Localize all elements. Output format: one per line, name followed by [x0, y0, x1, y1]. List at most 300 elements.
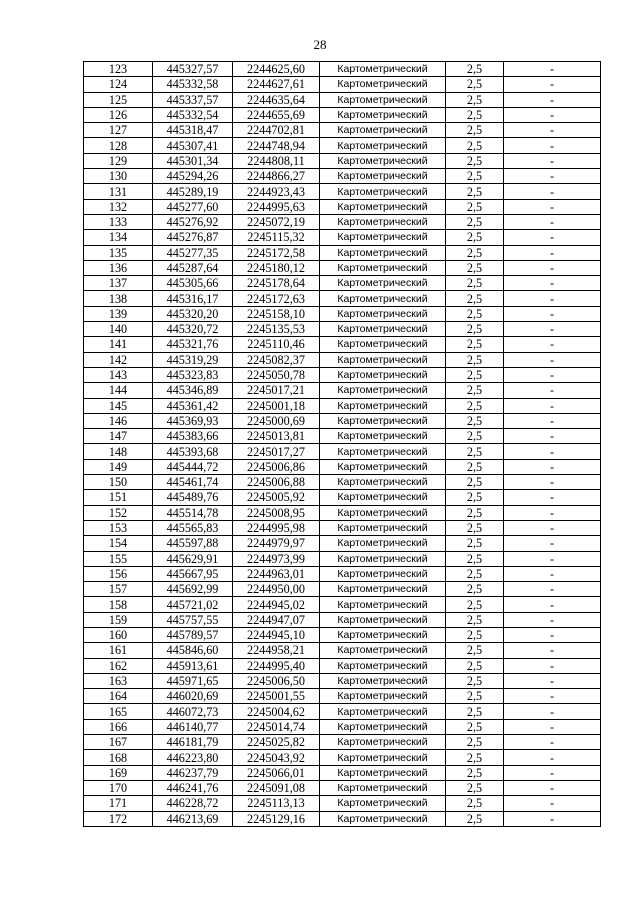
table-row	[84, 383, 601, 398]
x-coordinate-cell: 446237,79	[153, 765, 233, 780]
x-coordinate-cell: 445393,68	[153, 444, 233, 459]
method-cell: Картометрический	[320, 704, 446, 719]
point-number-cell: 123	[84, 62, 153, 77]
y-coordinate-cell: 2245135,53	[233, 322, 320, 337]
y-coordinate-cell: 2245001,55	[233, 689, 320, 704]
y-coordinate-cell: 2245013,81	[233, 429, 320, 444]
point-number-cell: 133	[84, 214, 153, 229]
y-coordinate-cell: 2244945,02	[233, 597, 320, 612]
method-cell: Картометрический	[320, 413, 446, 428]
x-coordinate-cell: 445629,91	[153, 551, 233, 566]
point-number-cell: 166	[84, 719, 153, 734]
table-row	[84, 475, 601, 490]
table-row	[84, 505, 601, 520]
note-cell: -	[504, 199, 601, 214]
y-coordinate-cell: 2244950,00	[233, 582, 320, 597]
table-row	[84, 429, 601, 444]
page-number: 28	[313, 37, 327, 52]
note-cell: -	[504, 337, 601, 352]
method-cell: Картометрический	[320, 230, 446, 245]
x-coordinate-cell: 445276,92	[153, 214, 233, 229]
point-number-cell: 143	[84, 367, 153, 382]
y-coordinate-cell: 2244702,81	[233, 123, 320, 138]
note-cell: -	[504, 429, 601, 444]
method-cell: Картометрический	[320, 612, 446, 627]
note-cell: -	[504, 811, 601, 826]
y-coordinate-cell: 2245129,16	[233, 811, 320, 826]
x-coordinate-cell: 445597,88	[153, 536, 233, 551]
y-coordinate-cell: 2245172,63	[233, 291, 320, 306]
table-row	[84, 520, 601, 535]
accuracy-cell: 2,5	[446, 627, 504, 642]
x-coordinate-cell: 445565,83	[153, 520, 233, 535]
method-cell: Картометрический	[320, 276, 446, 291]
accuracy-cell: 2,5	[446, 352, 504, 367]
note-cell: -	[504, 322, 601, 337]
accuracy-cell: 2,5	[446, 444, 504, 459]
point-number-cell: 130	[84, 169, 153, 184]
y-coordinate-cell: 2245110,46	[233, 337, 320, 352]
x-coordinate-cell: 445320,72	[153, 322, 233, 337]
table-row	[84, 658, 601, 673]
y-coordinate-cell: 2245001,18	[233, 398, 320, 413]
accuracy-cell: 2,5	[446, 77, 504, 92]
point-number-cell: 124	[84, 77, 153, 92]
accuracy-cell: 2,5	[446, 612, 504, 627]
y-coordinate-cell: 2245006,50	[233, 673, 320, 688]
note-cell: -	[504, 214, 601, 229]
x-coordinate-cell: 445489,76	[153, 490, 233, 505]
point-number-cell: 152	[84, 505, 153, 520]
accuracy-cell: 2,5	[446, 337, 504, 352]
y-coordinate-cell: 2245178,64	[233, 276, 320, 291]
table-row	[84, 597, 601, 612]
method-cell: Картометрический	[320, 566, 446, 581]
point-number-cell: 146	[84, 413, 153, 428]
method-cell: Картометрический	[320, 597, 446, 612]
accuracy-cell: 2,5	[446, 107, 504, 122]
method-cell: Картометрический	[320, 658, 446, 673]
x-coordinate-cell: 446140,77	[153, 719, 233, 734]
accuracy-cell: 2,5	[446, 597, 504, 612]
method-cell: Картометрический	[320, 627, 446, 642]
note-cell: -	[504, 536, 601, 551]
method-cell: Картометрический	[320, 780, 446, 795]
x-coordinate-cell: 445757,55	[153, 612, 233, 627]
coordinates-table-body	[84, 62, 601, 827]
y-coordinate-cell: 2245005,92	[233, 490, 320, 505]
table-row	[84, 153, 601, 168]
note-cell: -	[504, 306, 601, 321]
note-cell: -	[504, 612, 601, 627]
note-cell: -	[504, 689, 601, 704]
point-number-cell: 142	[84, 352, 153, 367]
method-cell: Картометрический	[320, 490, 446, 505]
y-coordinate-cell: 2245006,86	[233, 459, 320, 474]
y-coordinate-cell: 2245050,78	[233, 367, 320, 382]
table-row	[84, 245, 601, 260]
y-coordinate-cell: 2245158,10	[233, 306, 320, 321]
note-cell: -	[504, 490, 601, 505]
accuracy-cell: 2,5	[446, 689, 504, 704]
table-row	[84, 765, 601, 780]
method-cell: Картометрический	[320, 337, 446, 352]
method-cell: Картометрический	[320, 689, 446, 704]
table-row	[84, 536, 601, 551]
point-number-cell: 131	[84, 184, 153, 199]
table-row	[84, 291, 601, 306]
note-cell: -	[504, 367, 601, 382]
method-cell: Картометрический	[320, 520, 446, 535]
table-row	[84, 169, 601, 184]
y-coordinate-cell: 2244627,61	[233, 77, 320, 92]
table-row	[84, 77, 601, 92]
y-coordinate-cell: 2244995,98	[233, 520, 320, 535]
accuracy-cell: 2,5	[446, 780, 504, 795]
note-cell: -	[504, 780, 601, 795]
x-coordinate-cell: 445846,60	[153, 643, 233, 658]
point-number-cell: 160	[84, 627, 153, 642]
table-row	[84, 689, 601, 704]
y-coordinate-cell: 2245115,32	[233, 230, 320, 245]
method-cell: Картометрический	[320, 551, 446, 566]
accuracy-cell: 2,5	[446, 719, 504, 734]
y-coordinate-cell: 2244923,43	[233, 184, 320, 199]
accuracy-cell: 2,5	[446, 658, 504, 673]
note-cell: -	[504, 735, 601, 750]
table-row	[84, 444, 601, 459]
point-number-cell: 153	[84, 520, 153, 535]
y-coordinate-cell: 2245066,01	[233, 765, 320, 780]
y-coordinate-cell: 2244945,10	[233, 627, 320, 642]
point-number-cell: 156	[84, 566, 153, 581]
accuracy-cell: 2,5	[446, 750, 504, 765]
note-cell: -	[504, 627, 601, 642]
y-coordinate-cell: 2244655,69	[233, 107, 320, 122]
method-cell: Картометрический	[320, 138, 446, 153]
x-coordinate-cell: 445692,99	[153, 582, 233, 597]
point-number-cell: 154	[84, 536, 153, 551]
y-coordinate-cell: 2245072,19	[233, 214, 320, 229]
point-number-cell: 145	[84, 398, 153, 413]
note-cell: -	[504, 276, 601, 291]
point-number-cell: 162	[84, 658, 153, 673]
note-cell: -	[504, 352, 601, 367]
x-coordinate-cell: 445369,93	[153, 413, 233, 428]
x-coordinate-cell: 445321,76	[153, 337, 233, 352]
method-cell: Картометрический	[320, 719, 446, 734]
x-coordinate-cell: 446228,72	[153, 796, 233, 811]
point-number-cell: 170	[84, 780, 153, 795]
y-coordinate-cell: 2245014,74	[233, 719, 320, 734]
note-cell: -	[504, 92, 601, 107]
accuracy-cell: 2,5	[446, 520, 504, 535]
method-cell: Картометрический	[320, 383, 446, 398]
x-coordinate-cell: 445667,95	[153, 566, 233, 581]
accuracy-cell: 2,5	[446, 367, 504, 382]
table-row	[84, 719, 601, 734]
y-coordinate-cell: 2245172,58	[233, 245, 320, 260]
x-coordinate-cell: 445277,60	[153, 199, 233, 214]
x-coordinate-cell: 446181,79	[153, 735, 233, 750]
method-cell: Картометрический	[320, 811, 446, 826]
point-number-cell: 171	[84, 796, 153, 811]
y-coordinate-cell: 2244635,64	[233, 92, 320, 107]
note-cell: -	[504, 383, 601, 398]
y-coordinate-cell: 2245180,12	[233, 260, 320, 275]
x-coordinate-cell: 446241,76	[153, 780, 233, 795]
x-coordinate-cell: 445913,61	[153, 658, 233, 673]
point-number-cell: 125	[84, 92, 153, 107]
point-number-cell: 147	[84, 429, 153, 444]
table-row	[84, 735, 601, 750]
method-cell: Картометрический	[320, 107, 446, 122]
accuracy-cell: 2,5	[446, 735, 504, 750]
y-coordinate-cell: 2244973,99	[233, 551, 320, 566]
method-cell: Картометрический	[320, 505, 446, 520]
accuracy-cell: 2,5	[446, 153, 504, 168]
point-number-cell: 159	[84, 612, 153, 627]
method-cell: Картометрический	[320, 735, 446, 750]
method-cell: Картометрический	[320, 673, 446, 688]
note-cell: -	[504, 704, 601, 719]
x-coordinate-cell: 445514,78	[153, 505, 233, 520]
x-coordinate-cell: 445383,66	[153, 429, 233, 444]
table-row	[84, 398, 601, 413]
accuracy-cell: 2,5	[446, 260, 504, 275]
accuracy-cell: 2,5	[446, 536, 504, 551]
accuracy-cell: 2,5	[446, 582, 504, 597]
method-cell: Картометрический	[320, 459, 446, 474]
accuracy-cell: 2,5	[446, 765, 504, 780]
table-row	[84, 643, 601, 658]
y-coordinate-cell: 2244866,27	[233, 169, 320, 184]
x-coordinate-cell: 445294,26	[153, 169, 233, 184]
point-number-cell: 128	[84, 138, 153, 153]
point-number-cell: 149	[84, 459, 153, 474]
y-coordinate-cell: 2244963,01	[233, 566, 320, 581]
method-cell: Картометрический	[320, 199, 446, 214]
point-number-cell: 150	[84, 475, 153, 490]
table-row	[84, 413, 601, 428]
table-row	[84, 214, 601, 229]
method-cell: Картометрический	[320, 77, 446, 92]
table-row	[84, 780, 601, 795]
note-cell: -	[504, 643, 601, 658]
table-row	[84, 199, 601, 214]
table-row	[84, 337, 601, 352]
note-cell: -	[504, 566, 601, 581]
x-coordinate-cell: 445332,58	[153, 77, 233, 92]
coordinates-table	[83, 61, 601, 827]
point-number-cell: 165	[84, 704, 153, 719]
accuracy-cell: 2,5	[446, 184, 504, 199]
y-coordinate-cell: 2245017,21	[233, 383, 320, 398]
table-row	[84, 92, 601, 107]
table-row	[84, 138, 601, 153]
x-coordinate-cell: 445320,20	[153, 306, 233, 321]
method-cell: Картометрический	[320, 245, 446, 260]
x-coordinate-cell: 445721,02	[153, 597, 233, 612]
table-row	[84, 551, 601, 566]
note-cell: -	[504, 475, 601, 490]
method-cell: Картометрический	[320, 444, 446, 459]
table-row	[84, 796, 601, 811]
x-coordinate-cell: 445307,41	[153, 138, 233, 153]
accuracy-cell: 2,5	[446, 92, 504, 107]
table-row	[84, 107, 601, 122]
table-row	[84, 459, 601, 474]
point-number-cell: 126	[84, 107, 153, 122]
accuracy-cell: 2,5	[446, 459, 504, 474]
accuracy-cell: 2,5	[446, 643, 504, 658]
method-cell: Картометрический	[320, 291, 446, 306]
accuracy-cell: 2,5	[446, 169, 504, 184]
x-coordinate-cell: 445789,57	[153, 627, 233, 642]
method-cell: Картометрический	[320, 796, 446, 811]
note-cell: -	[504, 796, 601, 811]
table-row	[84, 566, 601, 581]
method-cell: Картометрический	[320, 214, 446, 229]
note-cell: -	[504, 673, 601, 688]
table-row	[84, 322, 601, 337]
method-cell: Картометрический	[320, 352, 446, 367]
method-cell: Картометрический	[320, 643, 446, 658]
accuracy-cell: 2,5	[446, 673, 504, 688]
point-number-cell: 138	[84, 291, 153, 306]
x-coordinate-cell: 445971,65	[153, 673, 233, 688]
accuracy-cell: 2,5	[446, 276, 504, 291]
x-coordinate-cell: 445444,72	[153, 459, 233, 474]
accuracy-cell: 2,5	[446, 214, 504, 229]
y-coordinate-cell: 2245008,95	[233, 505, 320, 520]
note-cell: -	[504, 153, 601, 168]
note-cell: -	[504, 505, 601, 520]
accuracy-cell: 2,5	[446, 245, 504, 260]
accuracy-cell: 2,5	[446, 796, 504, 811]
y-coordinate-cell: 2245000,69	[233, 413, 320, 428]
note-cell: -	[504, 459, 601, 474]
x-coordinate-cell: 446020,69	[153, 689, 233, 704]
table-row	[84, 673, 601, 688]
method-cell: Картометрический	[320, 322, 446, 337]
accuracy-cell: 2,5	[446, 551, 504, 566]
x-coordinate-cell: 445276,87	[153, 230, 233, 245]
y-coordinate-cell: 2244947,07	[233, 612, 320, 627]
y-coordinate-cell: 2244958,21	[233, 643, 320, 658]
accuracy-cell: 2,5	[446, 230, 504, 245]
table-row	[84, 750, 601, 765]
accuracy-cell: 2,5	[446, 123, 504, 138]
table-row	[84, 627, 601, 642]
x-coordinate-cell: 446072,73	[153, 704, 233, 719]
method-cell: Картометрический	[320, 367, 446, 382]
y-coordinate-cell: 2244748,94	[233, 138, 320, 153]
point-number-cell: 151	[84, 490, 153, 505]
accuracy-cell: 2,5	[446, 811, 504, 826]
note-cell: -	[504, 765, 601, 780]
table-row	[84, 352, 601, 367]
method-cell: Картометрический	[320, 306, 446, 321]
note-cell: -	[504, 123, 601, 138]
note-cell: -	[504, 520, 601, 535]
point-number-cell: 127	[84, 123, 153, 138]
y-coordinate-cell: 2245113,13	[233, 796, 320, 811]
method-cell: Картометрический	[320, 398, 446, 413]
accuracy-cell: 2,5	[446, 398, 504, 413]
table-row	[84, 490, 601, 505]
table-row	[84, 260, 601, 275]
table-row	[84, 367, 601, 382]
note-cell: -	[504, 444, 601, 459]
note-cell: -	[504, 413, 601, 428]
table-row	[84, 704, 601, 719]
point-number-cell: 144	[84, 383, 153, 398]
method-cell: Картометрический	[320, 184, 446, 199]
y-coordinate-cell: 2245091,08	[233, 780, 320, 795]
accuracy-cell: 2,5	[446, 505, 504, 520]
y-coordinate-cell: 2244625,60	[233, 62, 320, 77]
point-number-cell: 141	[84, 337, 153, 352]
method-cell: Картометрический	[320, 765, 446, 780]
note-cell: -	[504, 582, 601, 597]
note-cell: -	[504, 77, 601, 92]
note-cell: -	[504, 107, 601, 122]
accuracy-cell: 2,5	[446, 199, 504, 214]
method-cell: Картометрический	[320, 123, 446, 138]
method-cell: Картометрический	[320, 536, 446, 551]
accuracy-cell: 2,5	[446, 62, 504, 77]
table-row	[84, 62, 601, 77]
x-coordinate-cell: 445305,66	[153, 276, 233, 291]
point-number-cell: 168	[84, 750, 153, 765]
method-cell: Картометрический	[320, 153, 446, 168]
point-number-cell: 139	[84, 306, 153, 321]
note-cell: -	[504, 719, 601, 734]
table-row	[84, 306, 601, 321]
y-coordinate-cell: 2244995,40	[233, 658, 320, 673]
table-row	[84, 276, 601, 291]
note-cell: -	[504, 750, 601, 765]
y-coordinate-cell: 2245043,92	[233, 750, 320, 765]
x-coordinate-cell: 445337,57	[153, 92, 233, 107]
note-cell: -	[504, 551, 601, 566]
point-number-cell: 155	[84, 551, 153, 566]
accuracy-cell: 2,5	[446, 475, 504, 490]
x-coordinate-cell: 445346,89	[153, 383, 233, 398]
point-number-cell: 134	[84, 230, 153, 245]
note-cell: -	[504, 62, 601, 77]
y-coordinate-cell: 2245004,62	[233, 704, 320, 719]
y-coordinate-cell: 2244979,97	[233, 536, 320, 551]
point-number-cell: 164	[84, 689, 153, 704]
accuracy-cell: 2,5	[446, 322, 504, 337]
accuracy-cell: 2,5	[446, 413, 504, 428]
point-number-cell: 137	[84, 276, 153, 291]
point-number-cell: 169	[84, 765, 153, 780]
method-cell: Картометрический	[320, 429, 446, 444]
point-number-cell: 140	[84, 322, 153, 337]
x-coordinate-cell: 445287,64	[153, 260, 233, 275]
method-cell: Картометрический	[320, 475, 446, 490]
table-row	[84, 612, 601, 627]
x-coordinate-cell: 445332,54	[153, 107, 233, 122]
method-cell: Картометрический	[320, 750, 446, 765]
accuracy-cell: 2,5	[446, 490, 504, 505]
table-row	[84, 123, 601, 138]
point-number-cell: 172	[84, 811, 153, 826]
point-number-cell: 135	[84, 245, 153, 260]
